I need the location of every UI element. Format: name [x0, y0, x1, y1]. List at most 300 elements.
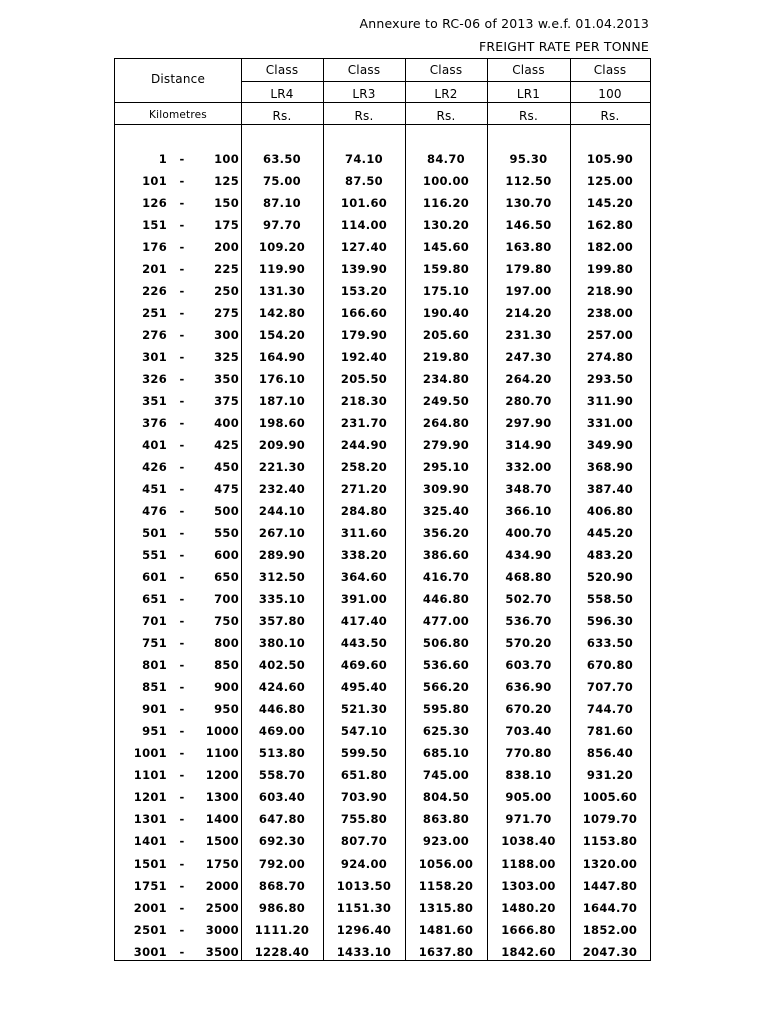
rate-cell: 1013.50 [336, 878, 392, 893]
rate-cell: 125.00 [586, 174, 634, 189]
rate-cell: 424.60 [258, 680, 306, 695]
rate-cell: 971.70 [505, 812, 552, 827]
distance-from: 1501 [133, 856, 167, 871]
distance-dash: - [179, 240, 185, 255]
rate-cell: 75.00 [263, 174, 301, 189]
distance-to: 650 [214, 570, 239, 585]
distance-from: 1001 [133, 746, 167, 761]
column-unit: Rs. [354, 109, 374, 123]
rate-cell: 87.10 [263, 196, 301, 211]
rate-cell: 244.90 [340, 438, 388, 453]
rate-cell: 364.60 [340, 570, 388, 585]
rate-cell: 387.40 [586, 482, 634, 497]
distance-from: 276 [142, 328, 167, 343]
distance-from: 551 [142, 548, 167, 563]
rate-cell: 1303.00 [501, 878, 556, 893]
column-class-label: Class [347, 63, 381, 77]
rate-cell: 295.10 [422, 460, 470, 475]
distance-from: 451 [142, 482, 167, 497]
distance-dash: - [179, 460, 185, 475]
table-row [115, 591, 650, 613]
table-row [115, 327, 650, 349]
distance-to: 300 [214, 328, 239, 343]
rate-cell: 1481.60 [418, 922, 474, 937]
distance-dash: - [179, 812, 185, 827]
rate-cell: 95.30 [509, 152, 548, 166]
rate-cell: 218.30 [340, 394, 388, 409]
rate-cell: 744.70 [586, 702, 634, 717]
rate-cell: 547.10 [340, 724, 388, 739]
rate-cell: 267.10 [258, 526, 306, 541]
distance-to: 950 [214, 702, 239, 717]
distance-dash: - [179, 724, 185, 739]
distance-to: 1200 [205, 768, 239, 783]
rate-cell: 863.80 [422, 812, 470, 827]
rate-cell: 1637.80 [418, 944, 474, 959]
rate-cell: 309.90 [422, 482, 470, 497]
rate-cell: 483.20 [586, 548, 634, 563]
distance-from: 151 [142, 218, 167, 233]
rate-cell: 264.20 [505, 372, 552, 387]
rate-cell: 100.00 [422, 174, 470, 189]
table-row [115, 922, 650, 944]
rate-cell: 130.70 [505, 196, 552, 211]
table-row [115, 701, 650, 723]
rate-cell: 521.30 [340, 702, 388, 717]
table-row [115, 723, 650, 745]
distance-to: 175 [214, 218, 239, 233]
table-row [115, 503, 650, 525]
rate-cell: 402.50 [258, 658, 306, 673]
rate-cell: 781.60 [586, 724, 634, 739]
distance-from: 751 [142, 636, 167, 651]
table-row [115, 856, 650, 878]
rate-cell: 636.90 [505, 680, 552, 695]
rate-cell: 332.00 [505, 460, 552, 475]
rate-cell: 63.50 [263, 152, 301, 166]
rate-cell: 218.90 [586, 284, 634, 299]
distance-from: 1751 [133, 878, 167, 893]
rate-cell: 469.00 [258, 724, 306, 739]
rate-cell: 603.40 [258, 790, 306, 805]
rate-cell: 1079.70 [582, 812, 638, 827]
rate-cell: 707.70 [586, 680, 634, 695]
rate-cell: 274.80 [586, 350, 634, 365]
rate-cell: 924.00 [340, 856, 388, 871]
distance-dash: - [179, 768, 185, 783]
rate-cell: 192.40 [340, 350, 388, 365]
distance-from: 1401 [133, 834, 167, 849]
distance-from: 126 [142, 196, 167, 211]
rate-cell: 119.90 [258, 262, 306, 277]
table-row [115, 635, 650, 657]
distance-to: 500 [214, 504, 239, 519]
rate-cell: 905.00 [505, 790, 552, 805]
rate-cell: 234.80 [422, 372, 470, 387]
column-code: LR2 [434, 87, 458, 101]
rate-cell: 154.20 [258, 328, 306, 343]
distance-to: 850 [214, 658, 239, 673]
rate-cell: 297.90 [505, 416, 552, 431]
rate-cell: 335.10 [258, 592, 306, 607]
distance-from: 201 [142, 262, 167, 277]
rate-cell: 153.20 [340, 284, 388, 299]
rate-cell: 417.40 [340, 614, 388, 629]
rate-cell: 391.00 [340, 592, 388, 607]
table-row [115, 657, 650, 679]
column-unit: Rs. [272, 109, 292, 123]
table-row [115, 283, 650, 305]
rate-cell: 1158.20 [418, 878, 474, 893]
table-row [115, 151, 650, 173]
distance-from: 3001 [133, 944, 167, 959]
distance-to: 1750 [205, 856, 239, 871]
rate-cell: 221.30 [258, 460, 306, 475]
rate-rows [115, 151, 650, 966]
table-row [115, 305, 650, 327]
table-row [115, 811, 650, 833]
distance-from: 1201 [133, 790, 167, 805]
distance-dash: - [179, 438, 185, 453]
distance-from: 351 [142, 394, 167, 409]
rate-cell: 314.90 [505, 438, 552, 453]
rate-cell: 1315.80 [418, 900, 474, 915]
rate-cell: 446.80 [258, 702, 306, 717]
rate-cell: 112.50 [505, 174, 552, 189]
table-row [115, 789, 650, 811]
rate-cell: 513.80 [258, 746, 306, 761]
distance-from: 901 [142, 702, 167, 717]
rate-cell: 271.20 [340, 482, 388, 497]
rate-cell: 264.80 [422, 416, 470, 431]
rate-cell: 416.70 [422, 570, 470, 585]
rate-cell: 596.30 [586, 614, 634, 629]
column-code: 100 [598, 87, 622, 101]
table-row [115, 900, 650, 922]
rate-cell: 175.10 [422, 284, 470, 299]
distance-to: 200 [214, 240, 239, 255]
rate-cell: 325.40 [422, 504, 470, 519]
rate-cell: 145.20 [586, 196, 634, 211]
distance-to: 750 [214, 614, 239, 629]
column-class-label: Class [265, 63, 299, 77]
distance-from: 226 [142, 284, 167, 299]
rate-cell: 1296.40 [336, 922, 392, 937]
rate-cell: 1447.80 [582, 878, 638, 893]
distance-dash: - [179, 174, 185, 189]
distance-from: 701 [142, 614, 167, 629]
rate-cell: 400.70 [505, 526, 552, 541]
rate-cell: 443.50 [340, 636, 388, 651]
distance-dash: - [179, 284, 185, 299]
rate-cell: 199.80 [586, 262, 634, 277]
distance-dash: - [179, 350, 185, 365]
rate-cell: 1005.60 [582, 790, 638, 805]
freight-rate-table [114, 58, 651, 961]
distance-dash: - [179, 504, 185, 519]
rate-cell: 386.60 [422, 548, 470, 563]
rate-cell: 289.90 [258, 548, 306, 563]
distance-to: 900 [214, 680, 239, 695]
rate-cell: 1038.40 [501, 834, 556, 849]
distance-dash: - [179, 372, 185, 387]
distance-from: 476 [142, 504, 167, 519]
rate-cell: 179.80 [505, 262, 552, 277]
distance-to: 1500 [205, 834, 239, 849]
rate-cell: 331.00 [586, 416, 634, 431]
rate-cell: 366.10 [505, 504, 552, 519]
distance-dash: - [179, 416, 185, 431]
distance-from: 401 [142, 438, 167, 453]
distance-to: 225 [214, 262, 239, 277]
rate-cell: 1433.10 [336, 944, 392, 959]
distance-to: 3000 [205, 922, 239, 937]
rate-cell: 109.20 [258, 240, 306, 255]
rate-cell: 187.10 [258, 394, 306, 409]
rate-cell: 670.20 [505, 702, 552, 717]
rate-cell: 130.20 [422, 218, 470, 233]
rate-cell: 139.90 [340, 262, 388, 277]
distance-dash: - [179, 746, 185, 761]
rate-cell: 238.00 [586, 306, 634, 321]
table-row [115, 547, 650, 569]
distance-header: Distance [150, 72, 206, 86]
table-row [115, 679, 650, 701]
rate-cell: 214.20 [505, 306, 552, 321]
distance-dash: - [179, 900, 185, 915]
rate-cell: 368.90 [586, 460, 634, 475]
distance-to: 150 [214, 196, 239, 211]
rate-cell: 87.50 [345, 174, 383, 189]
rate-cell: 311.90 [586, 394, 634, 409]
rate-cell: 249.50 [422, 394, 470, 409]
rate-cell: 1111.20 [254, 922, 310, 937]
rate-cell: 434.90 [505, 548, 552, 563]
rate-cell: 205.50 [340, 372, 388, 387]
table-row [115, 173, 650, 195]
table-row [115, 569, 650, 591]
rate-cell: 406.80 [586, 504, 634, 519]
rate-cell: 931.20 [586, 768, 634, 783]
distance-from: 376 [142, 416, 167, 431]
rate-cell: 745.00 [422, 768, 470, 783]
rate-cell: 166.60 [340, 306, 388, 321]
rate-cell: 145.60 [422, 240, 470, 255]
rate-cell: 1644.70 [582, 900, 638, 915]
distance-dash: - [179, 922, 185, 937]
table-row [115, 261, 650, 283]
distance-to: 1100 [205, 746, 239, 761]
header-rule [241, 81, 650, 82]
annexure-title: Annexure to RC-06 of 2013 w.e.f. 01.04.2013 [359, 16, 649, 31]
rate-cell: 247.30 [505, 350, 552, 365]
rate-cell: 74.10 [345, 152, 383, 166]
rate-cell: 986.80 [258, 900, 306, 915]
freight-rate-heading: FREIGHT RATE PER TONNE [479, 39, 649, 54]
distance-to: 425 [214, 438, 239, 453]
distance-dash: - [179, 570, 185, 585]
rate-cell: 105.90 [586, 152, 634, 166]
distance-from: 2501 [133, 922, 167, 937]
distance-dash: - [179, 790, 185, 805]
rate-cell: 520.90 [586, 570, 634, 585]
rate-cell: 446.80 [422, 592, 470, 607]
distance-to: 600 [214, 548, 239, 563]
rate-cell: 280.70 [505, 394, 552, 409]
distance-from: 251 [142, 306, 167, 321]
distance-to: 2500 [205, 900, 239, 915]
rate-cell: 468.80 [505, 570, 552, 585]
distance-to: 2000 [205, 878, 239, 893]
rate-cell: 1056.00 [418, 856, 474, 871]
column-unit: Rs. [518, 109, 538, 123]
distance-from: 951 [142, 724, 167, 739]
distance-to: 400 [214, 416, 239, 431]
rate-cell: 159.80 [422, 262, 470, 277]
rate-cell: 599.50 [340, 746, 388, 761]
distance-to: 3500 [205, 944, 239, 959]
table-row [115, 371, 650, 393]
distance-from: 1101 [133, 768, 167, 783]
distance-to: 475 [214, 482, 239, 497]
rate-cell: 380.10 [258, 636, 306, 651]
rate-cell: 838.10 [505, 768, 552, 783]
table-row [115, 349, 650, 371]
table-row [115, 415, 650, 437]
rate-cell: 685.10 [422, 746, 470, 761]
rate-cell: 1153.80 [582, 834, 638, 849]
distance-to: 375 [214, 394, 239, 409]
column-class-label: Class [429, 63, 463, 77]
rate-cell: 146.50 [505, 218, 552, 233]
rate-cell: 469.60 [340, 658, 388, 673]
rate-cell: 1842.60 [501, 944, 556, 959]
rate-cell: 127.40 [340, 240, 388, 255]
rate-cell: 279.90 [422, 438, 470, 453]
rate-cell: 536.70 [505, 614, 552, 629]
table-row [115, 767, 650, 789]
rate-cell: 182.00 [586, 240, 634, 255]
distance-from: 101 [142, 174, 167, 189]
distance-to: 125 [214, 174, 239, 189]
distance-from: 426 [142, 460, 167, 475]
rate-cell: 792.00 [258, 856, 306, 871]
rate-cell: 142.80 [258, 306, 306, 321]
table-row [115, 481, 650, 503]
rate-cell: 1188.00 [501, 856, 556, 871]
table-row [115, 944, 650, 966]
distance-from: 801 [142, 658, 167, 673]
distance-dash: - [179, 878, 185, 893]
distance-to: 250 [214, 284, 239, 299]
distance-dash: - [179, 218, 185, 233]
distance-dash: - [179, 482, 185, 497]
rate-cell: 2047.30 [582, 944, 638, 959]
table-row [115, 878, 650, 900]
distance-dash: - [179, 306, 185, 321]
rate-cell: 97.70 [263, 218, 301, 233]
table-row [115, 459, 650, 481]
distance-unit: Kilometres [149, 109, 207, 121]
distance-to: 700 [214, 592, 239, 607]
rate-cell: 770.80 [505, 746, 552, 761]
table-row [115, 437, 650, 459]
rate-cell: 131.30 [258, 284, 306, 299]
distance-to: 1300 [205, 790, 239, 805]
rate-cell: 923.00 [422, 834, 470, 849]
rate-cell: 231.30 [505, 328, 552, 343]
rate-cell: 558.70 [258, 768, 306, 783]
rate-cell: 651.80 [340, 768, 388, 783]
distance-to: 550 [214, 526, 239, 541]
distance-dash: - [179, 548, 185, 563]
rate-cell: 1320.00 [582, 856, 638, 871]
rate-cell: 258.20 [340, 460, 388, 475]
rate-cell: 116.20 [422, 196, 470, 211]
column-class-label: Class [512, 63, 545, 77]
distance-dash: - [179, 328, 185, 343]
distance-to: 325 [214, 350, 239, 365]
rate-cell: 506.80 [422, 636, 470, 651]
table-row [115, 833, 650, 855]
rate-cell: 566.20 [422, 680, 470, 695]
distance-from: 851 [142, 680, 167, 695]
distance-dash: - [179, 526, 185, 541]
distance-to: 100 [214, 152, 239, 166]
rate-cell: 558.50 [586, 592, 634, 607]
rate-cell: 703.40 [505, 724, 552, 739]
distance-dash: - [179, 262, 185, 277]
table-row [115, 195, 650, 217]
distance-to: 1400 [205, 812, 239, 827]
rate-cell: 1228.40 [254, 944, 310, 959]
rate-cell: 162.80 [586, 218, 634, 233]
distance-from: 301 [142, 350, 167, 365]
rate-cell: 570.20 [505, 636, 552, 651]
rate-cell: 231.70 [340, 416, 388, 431]
distance-dash: - [179, 152, 185, 166]
rate-cell: 209.90 [258, 438, 306, 453]
rate-cell: 349.90 [586, 438, 634, 453]
rate-cell: 114.00 [340, 218, 388, 233]
rate-cell: 284.80 [340, 504, 388, 519]
distance-dash: - [179, 856, 185, 871]
column-code: LR1 [516, 87, 541, 101]
rate-cell: 84.70 [427, 152, 465, 166]
rate-cell: 190.40 [422, 306, 470, 321]
header-rule [115, 102, 650, 103]
distance-dash: - [179, 614, 185, 629]
rate-cell: 536.60 [422, 658, 470, 673]
distance-from: 501 [142, 526, 167, 541]
rate-cell: 692.30 [258, 834, 306, 849]
column-unit: Rs. [600, 109, 620, 123]
rate-cell: 603.70 [505, 658, 552, 673]
rate-cell: 244.10 [258, 504, 306, 519]
column-code: LR3 [352, 87, 376, 101]
rate-cell: 176.10 [258, 372, 306, 387]
distance-to: 275 [214, 306, 239, 321]
rate-cell: 257.00 [586, 328, 634, 343]
distance-dash: - [179, 394, 185, 409]
distance-dash: - [179, 196, 185, 211]
distance-dash: - [179, 592, 185, 607]
table-row [115, 393, 650, 415]
rate-cell: 804.50 [422, 790, 470, 805]
rate-cell: 856.40 [586, 746, 634, 761]
distance-to: 1000 [205, 724, 239, 739]
rate-cell: 164.90 [258, 350, 306, 365]
